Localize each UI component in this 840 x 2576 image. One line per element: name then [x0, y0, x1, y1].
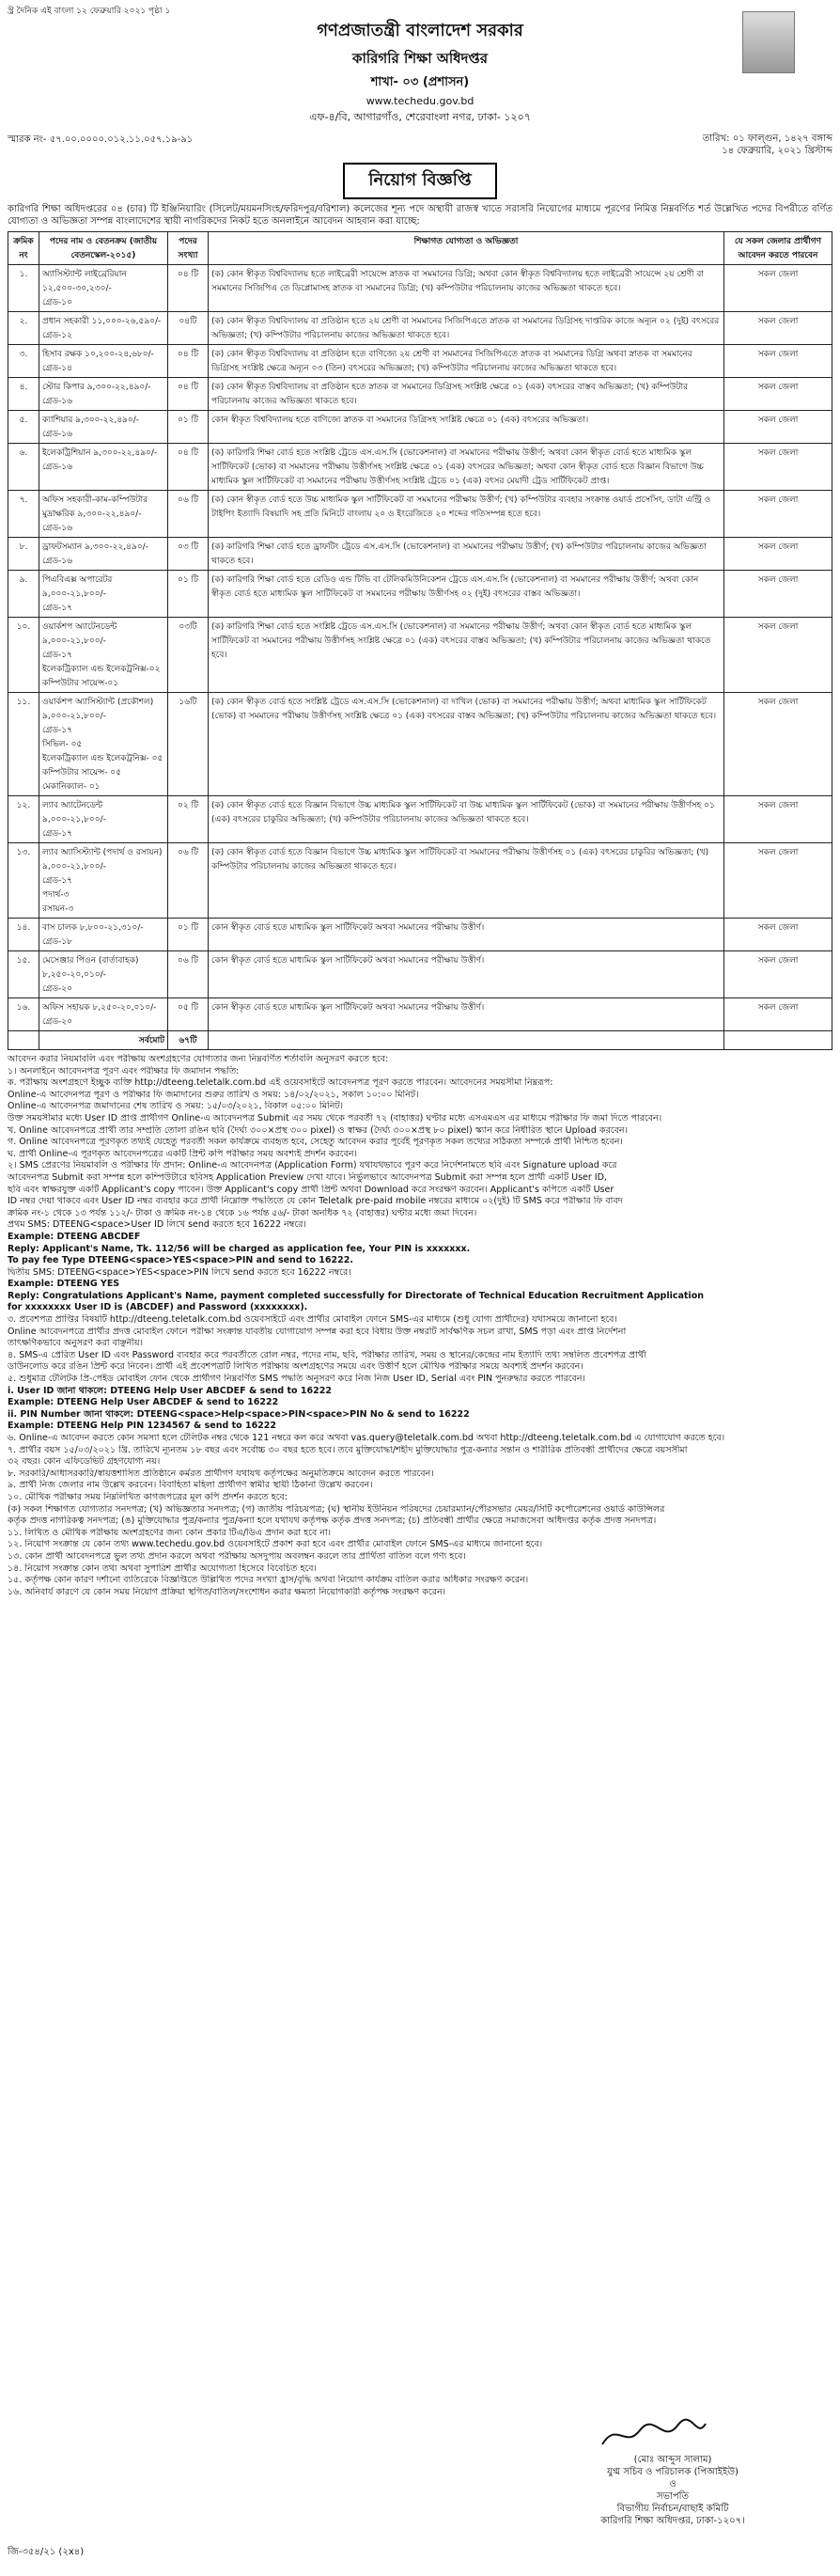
cell-post-name: ইলেকট্রিশিয়ান ৯,৩০০-২২,৪৯০/- গ্রেড-১৬ — [39, 444, 168, 491]
rule-line: To pay fee Type DTEENG<space>YES<space>PIN and send to 16222. — [8, 1255, 353, 1266]
cell-post-name: ক্যাশিয়ার ৯,৩০০-২২,৪৯০/- গ্রেড-১৬ — [39, 411, 168, 444]
rule-line: ১। অনলাইনে আবেদনপত্র পূরণ এবং পরীক্ষার ফি জমাদান পদ্ধতি: — [8, 1065, 240, 1076]
rule-line: Online আবেদনপত্রে প্রার্থীর প্রদত্ত মোবাইল ফোনে পরীক্ষা সংক্রান্ত যাবতীয় যোগাযোগ সম্পন্ন করা হবে বিধায় উক্ত নম্বরটি সার্বক্ষণিক সচল রাখা, SMS পড়া এবং প্রাপ্ত নির্দেশনা — [8, 1326, 627, 1337]
cell-districts: সকল জেলা — [724, 843, 832, 919]
rule-line: ২। SMS প্রেরণের নিয়মাবলি ও পরীক্ষার ফি প্রদান: Online-এ আবেদনপত্র (Application Form) যথাযথভাবে পূরণ করে নির্দেশনামতে ছবি এবং Signature upload করে — [8, 1160, 617, 1171]
cell-districts: সকল জেলা — [724, 618, 832, 693]
rule-line: ১০. মৌখিক পরীক্ষার সময় নিম্নলিখিত কাগজপত্রের মূল কপি প্রদর্শন করতে হবে: — [8, 1491, 288, 1502]
cell-qualification: (ক) কোন স্বীকৃত বোর্ড হতে সংশ্লিষ্ট ট্রেডে এস.এস.সি (ভোকেশনাল) বা দাখিল (ভোক) বা সমমানের পরীক্ষায় উত্তীর্ণ; অথবা মাধ্যমিক স্কুল সার্টিফিকেট (ভোক) বা সমমানের পরীক্ষায় উত্তীর্ণসহ সংশ্লিষ্ট ক্ষেত্রে ০১ (এক) বৎসরের বাস্তব অভিজ্ঞতা; (খ) কম্পিউটার পরিচালনায় কাজের অভিজ্ঞতা থাকতে হবে। — [209, 693, 724, 796]
cell-districts: সকল জেলা — [724, 444, 832, 491]
rule-line: ৬. Online-এ আবেদন করতে কোন সমস্যা হলে টেলিটক নম্বর থেকে 121 নম্বরে কল করে অথবা vas.query@teletalk.com.bd অথবা http://dteeng.teletalk.com.bd এ যোগাযোগ করতে হবে। — [8, 1433, 725, 1443]
date-block — [703, 133, 832, 157]
cell-districts: সকল জেলা — [724, 998, 832, 1031]
rule-line: ৪. SMS-এ প্রেরিত User ID এবং Password ব্যবহার করে পরবর্তীতে রোল নম্বর, পদের নাম, ছবি, পরীক্ষার তারিখ, সময় ও স্থানের/কেন্দ্রের নাম ইত্যাদি তথ্য সম্বলিত প্রবেশপত্র প্রার্থী — [8, 1349, 646, 1360]
cell-qualification: (ক) কোন স্বীকৃত বোর্ড হতে বিজ্ঞান বিভাগে উচ্চ মাধ্যমিক স্কুল সার্টিফিকেট বা উচ্চ মাধ্যমিক স্কুল সার্টিফিকেট (ভোক) বা সমমানের পরীক্ষায় উত্তীর্ণসহ ০১ (এক) বৎসরের চাকুরির অভিজ্ঞতা; (খ) কম্পিউটার পরিচালনায় কাজের অভিজ্ঞতা থাকতে হবে। — [209, 796, 724, 843]
cell-qualification: (ক) কোন স্বীকৃত বিশ্ববিদ্যালয় বা প্রতিষ্ঠান হতে ২য় শ্রেণী বা সমমানের সিজিপিএতে স্নাতক বা সমমানের ডিগ্রিসহ দাপ্তরিক কাজে অন্যূন ০২ (দুই) বৎসরের অভিজ্ঞতা; (খ) কম্পিউটার পরিচালনায় কাজের অভিজ্ঞতা থাকতে হবে। — [209, 312, 724, 345]
newspaper-header-line: স্ট্র দৈনিক এই বাংলা ১২ ফেব্রুয়ারি ২০২১ পৃষ্ঠা ১ — [8, 7, 171, 16]
cell-count: ০১ টি — [168, 919, 209, 951]
rule-line: আবেদনপত্র Submit করা সম্পন্ন হলে কম্পিউটারে ছবিসহ Application Preview দেখা যাবে। নির্ভুলভাবে আবেদনপত্র Submit করা সম্পন্ন হলে প্রার্থী একটি User ID, — [8, 1171, 607, 1183]
rule-line: ৩. প্রবেশপত্র প্রাপ্তির বিষয়টি http://dteeng.teletalk.com.bd ওয়েবসাইটে এবং প্রার্থীর মোবাইল ফোনে SMS-এর মাধ্যমে (শুধু যোগ্য প্রার্থীদের) যথাসময়ে জানানো হবে। — [8, 1314, 617, 1326]
cell-qualification: (ক) কারিগরি শিক্ষা বোর্ড হতে ড্রাফটিং ট্রেডে এস.এস.সি (ভোকেশনাল) বা সমমানের পরীক্ষায় উত্তীর্ণ; (খ) কম্পিউটার পরিচালনায় কাজের অভিজ্ঞতা থাকতে হবে। — [209, 538, 724, 571]
cell-post-name: অ্যাসিস্ট্যান্ট লাইব্রেরিয়ান ১২,৫০০-৩০,২৩০/- গ্রেড-১০ — [39, 265, 168, 312]
rule-line: খ. Online আবেদনপত্রে প্রার্থী তার সম্প্রতি তোলা রঙিন ছবি (দৈর্ঘ্য ৩০০×প্রস্থ ৩০০ pixel) ও স্বাক্ষর (দৈর্ঘ্য ৩০০×প্রস্থ ৮০ pixel) স্ক্যান করে নির্ধারিত স্থানে Upload করবেন। — [8, 1124, 628, 1136]
cell-qualification: (ক) কোন স্বীকৃত বিশ্ববিদ্যালয় বা প্রতিষ্ঠান হতে বাণিজ্যে ২য় শ্রেণী বা সমমানের সিজিপিএতে স্নাতক বা সমমানের ডিগ্রি অথবা স্নাতক বা সমমানের ডিগ্রিসহ সংশ্লিষ্ট ক্ষেত্রে অন্যূন ০৩ (তিন) বৎসরের অভিজ্ঞতা; (খ) কম্পিউটার পরিচালনায় কাজের অভিজ্ঞতা থাকতে হবে। — [209, 345, 724, 378]
cell-serial: ৪. — [8, 378, 39, 411]
table-row — [8, 951, 832, 998]
cell-post-name: বাস চালক ৮,৮০০-২১,৩১০/- গ্রেড-১৮ — [39, 919, 168, 951]
cell-count: ০৫ টি — [168, 998, 209, 1031]
cell-districts: সকল জেলা — [724, 345, 832, 378]
table-row — [8, 796, 832, 843]
memo-number: স্মারক নং- ৫৭.০০.০০০০.০১২.১১.০৫৭.১৯-৯১ — [8, 134, 194, 145]
cell-districts: সকল জেলা — [724, 411, 832, 444]
rule-line: Reply: Congratulations Applicant's Name, payment completed successfully for Directorate of Technical Education Recruitment Application — [8, 1290, 704, 1301]
rule-line: ৭. প্রার্থীর বয়স ১৫/০৩/২০২১ খ্রি. তারিখে ন্যূনতম ১৮ বছর এবং সর্বোচ্চ ৩০ বছর হতে হবে। তবে মুক্তিযোদ্ধা/শহীদ মুক্তিযোদ্ধার পুত্র-কন্যার সন্তান ও শারীরিক প্রতিবন্ধী প্রার্থীদের ক্ষেত্রে বয়সসীমা — [8, 1444, 688, 1455]
table-row — [8, 491, 832, 538]
table-row — [8, 312, 832, 345]
table-row — [8, 919, 832, 951]
rule-line: Online-এ আবেদনপত্র জমাদানের শেষ তারিখ ও সময়: ১৫/০৩/২০২১, বিকাল ০৫:০০ মিনিট। — [8, 1101, 344, 1112]
cell-serial: ১৬. — [8, 998, 39, 1031]
cell-post-name: ওয়ার্কশপ অ্যাসিস্ট্যান্ট (প্রকৌশল) ৯,০০০-২১,৮০০/- গ্রেড-১৭ সিভিল- ০৫ ইলেকট্রিক্যাল এন্ড ইলেকট্রনিক্স- ০৫ কম্পিউটার সায়েন্স- ০৫ মেকানিক্যাল- ০১ — [39, 693, 168, 796]
cell-count: ০২ টি — [168, 796, 209, 843]
reference-row — [8, 133, 832, 157]
cell-serial: ১৫. — [8, 951, 39, 998]
cell-serial: ৭. — [8, 491, 39, 538]
cell-post-name: স্টোর কিপার ৯,৩০০-২২,৪৯০/- গ্রেড-১৬ — [39, 378, 168, 411]
cell-districts: সকল জেলা — [724, 312, 832, 345]
cell-post-name: ল্যাব অ্যাসিস্ট্যান্ট (পদার্থ ও রসায়ন) ৯,০০০-২১,৮০০/- গ্রেড-১৭ পদার্থ-৩ রসায়ন-৩ — [39, 843, 168, 919]
date-english: ১৪ ফেব্রুয়ারি, ২০২১ খ্রিস্টাব্দ — [722, 146, 832, 156]
cell-districts: সকল জেলা — [724, 538, 832, 571]
govt-name: গণপ্রজাতন্ত্রী বাংলাদেশ সরকার — [317, 21, 523, 40]
header-qualification: শিক্ষাগত যোগ্যতা ও অভিজ্ঞতা — [209, 232, 724, 265]
letterhead — [8, 17, 832, 127]
rule-line: গ. Online আবেদনপত্রে পূরণকৃত তথ্যই যেহেতু পরবর্তী সকল কার্যক্রমে ব্যবহৃত হবে, সেহেতু আবেদন করার পূর্বেই পূরণকৃত সকল তথ্যের সঠিকতা সম্পর্কে প্রার্থী নিশ্চিত হবেন। — [8, 1137, 623, 1148]
signatory-role-5: কারিগরি শিক্ষা অধিদপ্তর, ঢাকা-১২০৭। — [600, 2516, 745, 2526]
cell-count: ০৪ টি — [168, 345, 209, 378]
cell-count: ০৪টি — [168, 312, 209, 345]
cell-count: ০৩টি — [168, 618, 209, 693]
cell-districts: সকল জেলা — [724, 919, 832, 951]
header-districts: যে সকল জেলার প্রার্থীগণ আবেদন করতে পারবেন — [724, 232, 832, 265]
date-label: তারিখ: — [702, 134, 730, 144]
rule-line: ১৪. নিয়োগ সংক্রান্ত কোন তথ্য অথবা সুপারিশ প্রার্থীর অযোগ্যতা হিসেবে বিবেচিত হবে। — [8, 1563, 317, 1574]
rule-line: উক্ত সময়সীমার মধ্যে User ID প্রাপ্ত প্রার্থীগণ Online-এ আবেদনপত্র Submit এর সময় থেকে পরবর্তী ৭২ (বাহাত্তর) ঘণ্টার মধ্যে এসএমএস এর মাধ্যমে পরীক্ষার ফি জমা দিতে পারবেন। — [8, 1112, 662, 1123]
cell-serial: ১৩. — [8, 843, 39, 919]
table-row — [8, 538, 832, 571]
cell-post-name: অফিস সহকারী-কাম-কম্পিউটার মুদ্রাক্ষরিক ৯,৩০০-২২,৪৯০/- গ্রেড-১৬ — [39, 491, 168, 538]
cell-count: ০১ টি — [168, 571, 209, 618]
cell-count: ০৪ টি — [168, 378, 209, 411]
rule-line: for xxxxxxxx User ID is (ABCDEF) and Password (xxxxxxxx). — [8, 1302, 308, 1313]
header-serial: ক্রমিক নং — [8, 232, 39, 265]
cell-qualification: কোন স্বীকৃত বোর্ড হতে মাধ্যমিক স্কুল সার্টিফিকেট অথবা সমমানের পরীক্ষায় উত্তীর্ণ। — [209, 919, 724, 951]
cell-post-name: ল্যাব অ্যাটেনডেন্ট ৯,০০০-২১,৮০০/- গ্রেড-১৭ — [39, 796, 168, 843]
cell-serial: ১১. — [8, 693, 39, 796]
signature-scribble-icon — [532, 2416, 814, 2454]
rule-line: ডাউনলোড করে রঙিন প্রিন্ট করে নিবেন। প্রার্থী এই প্রবেশপত্রটি লিখিত পরীক্ষায় অংশগ্রহণের সময়ে এবং উত্তীর্ণ হলে মৌখিক পরীক্ষার সময়ে অবশ্যই প্রদর্শন করবেন। — [8, 1361, 583, 1373]
rule-line: ছবি এবং স্বাক্ষরযুক্ত একটি Applicant's copy পাবেন। উক্ত Applicant's copy প্রার্থী প্রিন্ট অথবা Download করে সংরক্ষণ করবেন। Applicant's কপিতে একটি User — [8, 1184, 614, 1195]
cell-districts: সকল জেলা — [724, 796, 832, 843]
header-count: পদের সংখ্যা — [168, 232, 209, 265]
cell-count: ০৩ টি — [168, 538, 209, 571]
rule-line: ৫. শুধুমাত্র টেলিটক প্রি-পেইড মোবাইল ফোন থেকে প্রার্থীগণ নিম্নবর্ণিত SMS পদ্ধতি অনুসরণ করে নিজ নিজ User ID, Serial এবং PIN পুনরুদ্ধার করতে পারবেন। — [8, 1374, 585, 1385]
cell-districts: সকল জেলা — [724, 265, 832, 312]
cell-count: ০৪ টি — [168, 444, 209, 491]
cell-qualification: (ক) কোন স্বীকৃত বোর্ড হতে বিজ্ঞান বিভাগে উচ্চ মাধ্যমিক স্কুল সার্টিফিকেট বা সমমানের পরীক্ষায় উত্তীর্ণসহ ০১ (এক) বৎসরের চাকুরির অভিজ্ঞতা; (খ) কম্পিউটার পরিচালনায় কাজের অভিজ্ঞতা থাকতে হবে। — [209, 843, 724, 919]
cell-post-name: অফিস সহায়ক ৮,২৫০-২০,০১০/- গ্রেড-২০ — [39, 998, 168, 1031]
cell-count: ০৬ টি — [168, 843, 209, 919]
cell-post-name: ওয়ার্কশপ অ্যাটেনডেন্ট ৯,০০০-২১,৮০০/- গ্রেড-১৭ ইলেকট্রিক্যাল এন্ড ইলেকট্রনিক্স-০২ কম্পিউটার সায়েন্স-০১ — [39, 618, 168, 693]
cell-qualification: (ক) কোন স্বীকৃত বোর্ড হতে উচ্চ মাধ্যমিক স্কুল সার্টিফিকেট বা সমমানের পরীক্ষায় উত্তীর্ণ; (খ) কম্পিউটার ব্যবহার সংক্রান্ত ওয়ার্ড প্রসেসিং, ডাটা এন্ট্রি ও টাইপিং ইত্যাদি বিষয়াদি সহ প্রতি মিনিটে বাংলায় ২০ ও ইংরেজিতে ২০ শব্দের গতিসম্পন্ন হতে হবে। — [209, 491, 724, 538]
rule-line: প্রথম SMS: DTEENG<space>User ID লিখে send করতে হবে 16222 নম্বরে। — [8, 1219, 306, 1231]
total-value: ৬৭টি — [168, 1031, 209, 1050]
cell-qualification: (ক) কারিগরি শিক্ষা বোর্ড হতে সংশ্লিষ্ট ট্রেডে এস.এস.সি (ভোকেশনাল) বা সমমানের পরীক্ষায় উত্তীর্ণ; অথবা কোন স্বীকৃত বোর্ড হতে মাধ্যমিক স্কুল সার্টিফিকেট বা সমমানের পরীক্ষায় উত্তীর্ণসহ সংশ্লিষ্ট ক্ষেত্রে ০১ (এক) বৎসরের বাস্তব অভিজ্ঞতা; (খ) কম্পিউটার পরিচালনায় কাজের অভিজ্ঞতা থাকতে হবে। — [209, 618, 724, 693]
job-circular-page — [8, 4, 832, 2568]
cell-serial: ২. — [8, 312, 39, 345]
rule-line: তাৎক্ষণিকভাবে অনুসরণ করা বাঞ্ছনীয়। — [8, 1338, 144, 1349]
rule-line: দ্বিতীয় SMS: DTEENG<space>YES<space>PIN লিখে send করতে হবে 16222 নম্বরে। — [8, 1266, 351, 1278]
cell-post-name: প্রধান সহকারী ১১,০০০-২৬,৫৯০/- গ্রেড-১২ — [39, 312, 168, 345]
cell-districts: সকল জেলা — [724, 491, 832, 538]
signature-block — [532, 2416, 814, 2527]
cell-post-name: হিসাব রক্ষক ১০,২০০-২৪,৬৮০/- গ্রেড-১৪ — [39, 345, 168, 378]
rule-line: Online-এ আবেদনপত্র পূরণ ও পরীক্ষার ফি জমাদানের শুরুর তারিখ ও সময়: ১৪/০২/২০২১, সকাল ১০:০০ মিনিট। — [8, 1089, 419, 1100]
total-row — [8, 1031, 832, 1050]
cell-count: ১৬টি — [168, 693, 209, 796]
signatory-role-2: ও — [669, 2479, 677, 2490]
total-label: সর্বমোট — [39, 1031, 168, 1050]
cell-qualification: (ক) কারিগরি শিক্ষা বোর্ড হতে সংশ্লিষ্ট ট্রেডে এস.এস.সি (ভোকেশনাল) বা সমমানের পরীক্ষায় উত্তীর্ণ; অথবা কোন স্বীকৃত বোর্ড হতে মাধ্যমিক স্কুল সার্টিফিকেট (ভোক) বা সমমানের পরীক্ষায় উত্তীর্ণসহ সংশ্লিষ্ট ক্ষেত্রে ০১ (এক) বৎসরের অভিজ্ঞতা; অথবা কোন স্বীকৃত বোর্ড হতে বিজ্ঞান বিভাগে উচ্চ মাধ্যমিক স্কুল সার্টিফিকেট বা সমমানের পরীক্ষায় উত্তীর্ণসহ সংশ্লিষ্ট ট্রেডে ০১ (এক) বৎসর মেয়াদী ট্রেড সার্টিফিকেট প্রাপ্ত। — [209, 444, 724, 491]
table-row — [8, 265, 832, 312]
cell-serial: ১২. — [8, 796, 39, 843]
rule-line: ১৬. অনিবার্য কারণে যে কোন সময় নিয়োগ প্রক্রিয়া স্থগিত/বাতিল/সংশোধন করার ক্ষমতা নিয়োগকারী কর্তৃপক্ষ সংরক্ষণ করেন। — [8, 1586, 446, 1597]
address: এফ-৪/বি, আগারগাঁও, শেরেবাংলা নগর, ঢাকা- ১২০৭ — [309, 111, 531, 123]
rule-line: ID নম্বর দেয়া থাকবে এবং User ID নম্বর ব্যবহার করে প্রার্থী নিম্নোক্ত পদ্ধতিতে যে কোন Teletalk pre-paid mobile নম্বরের মাধ্যমে ০২(দুই) টি SMS করে পরীক্ষার ফি বাবদ — [8, 1196, 623, 1207]
table-row — [8, 618, 832, 693]
cell-count: ০১ টি — [168, 411, 209, 444]
rule-line: ক্রমিক নং-১ থেকে ১৩ পর্যন্ত ১১২/- টাকা ও ক্রমিক নং-১৪ থেকে ১৬ পর্যন্ত ৫৬/- টাকা অনধিক ৭২ (বাহাত্তর) ঘণ্টার মধ্যে জমা দিবেন। — [8, 1207, 477, 1218]
signatory-role-1: যুগ্ম সচিব ও পরিচালক (পিআইইউ) — [607, 2467, 739, 2477]
cell-serial: ৫. — [8, 411, 39, 444]
rule-line: Example: DTEENG YES — [8, 1279, 120, 1290]
cell-serial: ১০. — [8, 618, 39, 693]
cell-serial: ৬. — [8, 444, 39, 491]
footer-code: জি-৩৫৪/২১ (২x৪) — [8, 2547, 85, 2557]
rule-line: ii. PIN Number জানা থাকলে: DTEENG<space>Help<space>PIN<space>PIN No & send to 16222 — [8, 1408, 470, 1420]
table-row — [8, 411, 832, 444]
posts-table — [8, 231, 832, 1050]
notice-title: নিয়োগ বিজ্ঞপ্তি — [343, 163, 497, 199]
cell-post-name: ড্রাফটসম্যান ৯,৩০০-২২,৪৯০/- গ্রেড-১৬ — [39, 538, 168, 571]
cell-qualification: কোন স্বীকৃত বিশ্ববিদ্যালয় হতে বাণিজ্যে স্নাতক বা সমমানের ডিগ্রিসহ সংশ্লিষ্ট ক্ষেত্রে ০১ (এক) বৎসরের অভিজ্ঞতা। — [209, 411, 724, 444]
department-name: কারিগরি শিক্ষা অধিদপ্তর — [351, 50, 489, 67]
rule-line: ১৫. কর্তৃপক্ষ কোন কারণ দর্শানো ব্যতিরেকে বিজ্ঞপ্তিতে উল্লিখিত পদের সংখ্যা হ্রাস/বৃদ্ধি অথবা নিয়োগ কার্যক্রম বাতিল করার অধিকার সংরক্ষণ করেন। — [8, 1575, 529, 1586]
cell-qualification: কোন স্বীকৃত বোর্ড হতে মাধ্যমিক স্কুল সার্টিফিকেট অথবা সমমানের পরীক্ষায় উত্তীর্ণ। — [209, 951, 724, 998]
cell-qualification: (ক) কোন স্বীকৃত বিশ্ববিদ্যালয় বা প্রতিষ্ঠান হতে স্নাতক বা সমমানের ডিগ্রিসহ সংশ্লিষ্ট ক্ষেত্রে ০১ (এক) বৎসরের বাস্তব অভিজ্ঞতা; (খ) কম্পিউটার পরিচালনায় কাজের অভিজ্ঞতা থাকতে হবে। — [209, 378, 724, 411]
rule-line: Example: DTEENG Help User ABCDEF & send to 16222 — [8, 1397, 279, 1408]
table-header-row — [8, 232, 832, 265]
intro-paragraph: কারিগরি শিক্ষা অধিদপ্তরের ০৪ (চার) টি ইঞ্জিনিয়ারিং (সিলেট/ময়মনসিংহ/ফরিদপুর/বরিশাল) কলেজের শূন্য পদে অস্থায়ী রাজস্ব খাতে সরাসরি নিয়োগের মাধ্যমে পূরণের নিমিত্ত নিম্নবর্ণিত শর্ত উল্লেখিত পদের বিপরীতে বর্ণিত যোগ্যতা ও অভিজ্ঞতা সম্পন্ন বাংলাদেশের স্থায়ী নাগরিকদের নিকট হতে অনলাইনে আবেদন আহবান করা যাচ্ছে: — [8, 204, 832, 227]
table-row — [8, 693, 832, 796]
rule-line: কর্তৃক প্রদত্ত নাগরিকত্ব সনদপত্র; (ঙ) মুক্তিযোদ্ধার পুত্র/কন্যার পুত্র/কন্যা হলে যথাযথ কর্তৃপক্ষ কর্তৃক প্রদত্ত সনদপত্র; (চ) প্রতিবন্ধী প্রার্থীর ক্ষেত্রে সমাজসেবা অধিদপ্তর কর্তৃক প্রদত্ত সনদপত্র। — [8, 1516, 657, 1527]
rule-line: ৯. প্রার্থী নিজ জেলার নাম উল্লেখ করবেন। বিবাহিতা মহিলা প্রার্থীগণ স্বামীর স্থায়ী ঠিকানা উল্লেখ করবেন। — [8, 1480, 373, 1491]
cell-count: ০৬ টি — [168, 951, 209, 998]
cell-qualification: (ক) কারিগরি শিক্ষা বোর্ড হতে রেডিও এন্ড টিভি বা টেলিকমিউনিকেশন ট্রেডে এস.এস.সি (ভোকেশনাল) বা সমমানের পরীক্ষায় উত্তীর্ণ; অথবা কোন স্বীকৃত বোর্ড হতে মাধ্যমিক স্কুল সার্টিফিকেট বা সমমানের পরীক্ষায় উত্তীর্ণসহ ০২ (দুই) বৎসরের বাস্তব অভিজ্ঞতা। — [209, 571, 724, 618]
rule-line: ১১. লিখিত ও মৌখিক পরীক্ষায় অংশগ্রহণের জন্য কোন প্রকার টিএ/ডিএ প্রদান করা হবে না। — [8, 1527, 332, 1538]
rule-line: Reply: Applicant's Name, Tk. 112/56 will be charged as application fee, Your PIN is xxxxxxx. — [8, 1243, 471, 1254]
cell-districts: সকল জেলা — [724, 571, 832, 618]
cell-count: ০৪ টি — [168, 265, 209, 312]
rule-line: (ক) সকল শিক্ষাগত যোগ্যতার সনদপত্র; (খ) অভিজ্ঞতার সনদপত্র; (গ) জাতীয় পরিচয়পত্র; (ঘ) স্থানীয় ইউনিয়ন পরিষদের চেয়ারম্যান/পৌরসভার মেয়র/সিটি কর্পোরেশনের ওয়ার্ড কাউন্সিলর — [8, 1503, 665, 1515]
cell-count: ০৬ টি — [168, 491, 209, 538]
table-row — [8, 998, 832, 1031]
branch-name: শাখা- ০৩ (প্রশাসন) — [370, 75, 470, 89]
cell-serial: ১৪. — [8, 919, 39, 951]
cell-districts: সকল জেলা — [724, 378, 832, 411]
website-link[interactable]: www.techedu.gov.bd — [366, 95, 474, 107]
cell-serial: ৩. — [8, 345, 39, 378]
rule-line: ৮. সরকারি/আধাসরকারি/স্বায়ত্তশাসিত প্রতিষ্ঠানে কর্মরত প্রার্থীগণ যথাযথ কর্তৃপক্ষের অনুমতিক্রমে আবেদন করতে পারবেন। — [8, 1468, 434, 1479]
rule-line: ১৩. কোন প্রার্থী আবেদনপত্রে ভুল তথ্য প্রদান করলে অথবা পরীক্ষায় অসদুপায় অবলম্বন করলে তার প্রার্থিতা বাতিল বলে গণ্য হবে। — [8, 1550, 466, 1562]
cell-serial: ৮. — [8, 538, 39, 571]
cell-serial: ১. — [8, 265, 39, 312]
cell-post-name: পিএবিএক্স অপারেটর ৯,০০০-২১,৮০০/- গ্রেড-১৭ — [39, 571, 168, 618]
rule-line: Example: DTEENG Help PIN 1234567 & send to 16222 — [8, 1421, 277, 1432]
table-row — [8, 345, 832, 378]
cell-districts: সকল জেলা — [724, 693, 832, 796]
rule-line: i. User ID জানা থাকলে: DTEENG Help User ABCDEF & send to 16222 — [8, 1385, 332, 1396]
rule-line: Example: DTEENG ABCDEF — [8, 1231, 141, 1242]
signatory-role-3: সভাপতি — [656, 2491, 690, 2502]
table-row — [8, 843, 832, 919]
cell-districts: সকল জেলা — [724, 951, 832, 998]
table-row — [8, 444, 832, 491]
rule-line: ৩২ বছর। কোন এফিডেভিট গ্রহণযোগ্য নয়। — [8, 1456, 161, 1468]
rule-line: আবেদন করার নিয়মাবলি এবং পরীক্ষায় অংশগ্রহণের যোগ্যতার জন্য নিম্নবর্ণিত শর্তাবলি অনুসরণ করতে হবে: — [8, 1054, 389, 1064]
cell-post-name: মেসেঞ্জার পিওন (বার্তাবাহক) ৮,২৫০-২০,০১০/- গ্রেড-২০ — [39, 951, 168, 998]
cell-qualification: কোন স্বীকৃত বোর্ড হতে মাধ্যমিক স্কুল সার্টিফিকেট অথবা সমমানের পরীক্ষায় উত্তীর্ণ। — [209, 998, 724, 1031]
date-bangla: ০১ ফাল্গুন, ১৪২৭ বঙ্গাব্দ — [732, 134, 832, 144]
cell-qualification: (ক) কোন স্বীকৃত বিশ্ববিদ্যালয় হতে লাইব্রেরী সায়েন্সে স্নাতক বা সমমানের ডিগ্রি; অথবা কোন স্বীকৃত বিশ্ববিদ্যালয় হতে লাইব্রেরী সায়েন্সে ২য় শ্রেণী বা সমমানের সিজিপিএ তে ডিপ্লোমাসহ স্নাতক বা সমমানের ডিগ্রি; (খ) কম্পিউটার পরিচালনায় কাজের অভিজ্ঞতা থাকতে হবে। — [209, 265, 724, 312]
rules-section — [8, 1054, 832, 1598]
cell-serial: ৯. — [8, 571, 39, 618]
signatory-name: (মোঃ আব্দুস সালাম) — [633, 2455, 712, 2465]
rule-line: ক. পরীক্ষায় অংশগ্রহণে ইচ্ছুক ব্যক্তি http://dteeng.teletalk.com.bd এই ওয়েবসাইটে আবেদনপত্র পূরণ করতে পারবেন। আবেদনের সময়সীমা নিম্নরূপ: — [8, 1077, 553, 1089]
header-post-name: পদের নাম ও বেতনক্রম (জাতীয় বেতনস্কেল-২০১৫) — [39, 232, 168, 265]
signatory-role-4: বিভাগীয় নির্বাচন/বাছাই কমিটি — [616, 2504, 729, 2514]
table-row — [8, 378, 832, 411]
table-row — [8, 571, 832, 618]
rule-line: ১২. নিয়োগ সংক্রান্ত যে কোন তথ্য www.techedu.gov.bd ওয়েবসাইটে প্রকাশ করা হবে এবং প্রার্থীর মোবাইল ফোনে SMS-এর মাধ্যমে জানানো হবে। — [8, 1539, 543, 1550]
portrait-logo-icon — [742, 11, 795, 73]
rule-line: ঘ. প্রার্থী Online-এ পূরণকৃত আবেদনপত্রের একটি প্রিন্ট কপি পরীক্ষার সময় অবশ্যই প্রদর্শন করবেন। — [8, 1148, 357, 1159]
